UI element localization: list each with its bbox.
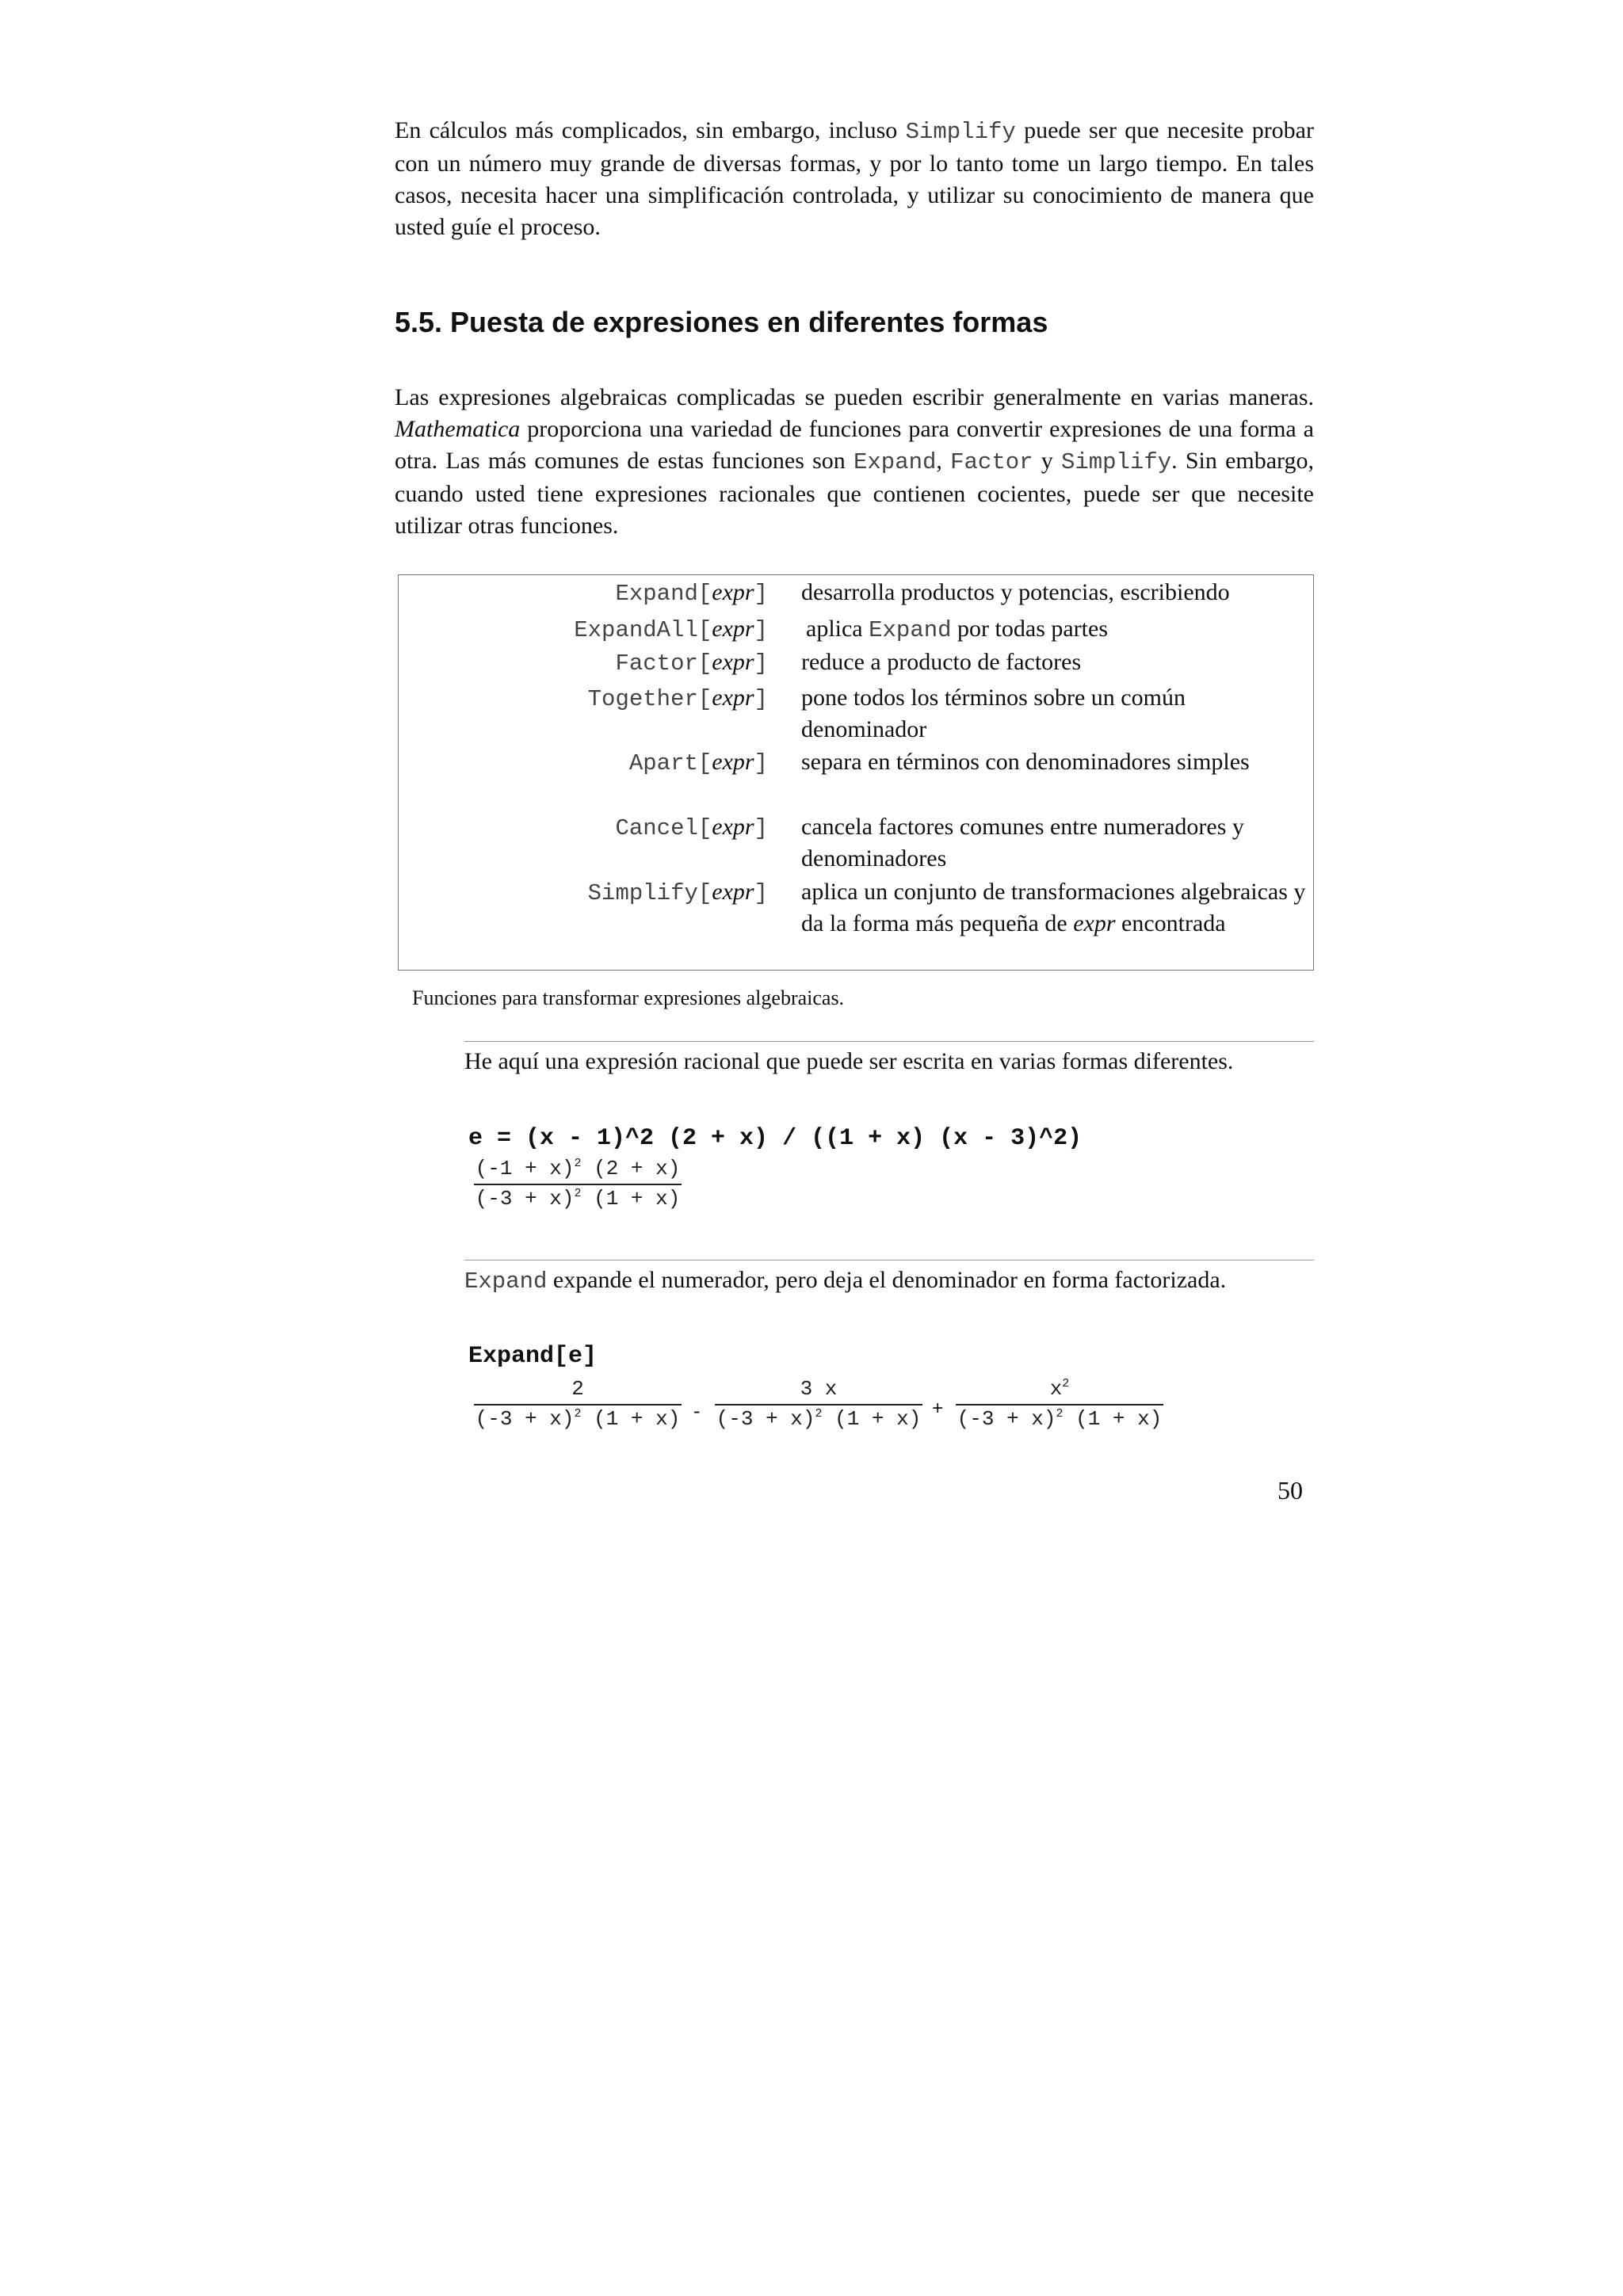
page-number: 50 (1277, 1476, 1303, 1505)
divider (464, 1041, 1314, 1042)
section-paragraph (395, 382, 1314, 542)
numerator: 3 x (800, 1377, 838, 1401)
function-description: separa en términos con denominadores simples (801, 749, 1250, 775)
function-name: ExpandAll[expr] (574, 616, 768, 643)
fraction-bar (474, 1404, 682, 1405)
input-cell[interactable]: Expand[e] (468, 1343, 598, 1370)
output-term (715, 1377, 922, 1431)
fraction-bar (956, 1404, 1163, 1405)
function-description: aplica un conjunto de transformaciones algebraicas y da la forma más pequeña de expr encontrada (801, 879, 1306, 936)
fraction-bar (715, 1404, 922, 1405)
denominator: $(-3 + x)^2$ (1 + x) (475, 1187, 681, 1211)
inline-code: Expand (853, 449, 937, 475)
divider (464, 1260, 1314, 1261)
section-heading: 5.5. Puesta de expresiones en diferentes formas (395, 306, 1048, 338)
numerator: $x^2$ (1049, 1377, 1070, 1401)
text-run: En cálculos más complicados, sin embargo, incluso (395, 117, 906, 143)
inline-code: Factor (950, 449, 1033, 475)
text-run: . Sin embargo, cuando usted tiene expresiones racionales que contienen cocientes, puede ser que necesite utilizar otras funciones. (395, 448, 1315, 539)
table-caption: Funciones para transformar expresiones algebraicas. (412, 986, 845, 1009)
text-run: Las expresiones algebraicas complicadas se pueden escribir generalmente en varias maneras. (395, 384, 1314, 410)
input-cell[interactable]: e = (x - 1)^2 (2 + x) / ((1 + x) (x - 3)^2) (468, 1125, 1083, 1152)
inline-code: Simplify (1060, 449, 1172, 475)
function-description: pone todos los términos sobre un común denominador (801, 685, 1186, 742)
function-description: aplica Expand por todas partes (806, 616, 1108, 643)
output-fraction (474, 1157, 682, 1211)
text-run: puede ser que necesite probar con un número muy grande de diversas formas, y por lo tanto tome un largo tiempo. En tales casos, necesita hacer una simplificación controlada, y utilizar su conocimiento de manera que usted guíe el proceso. (395, 117, 1314, 240)
numerator: 2 (571, 1377, 584, 1401)
function-name: Cancel[expr] (615, 814, 768, 841)
output-term (474, 1377, 682, 1431)
fraction-bar (474, 1184, 682, 1185)
example-text: Expand expande el numerador, pero deja el denominador en forma factorizada. (464, 1267, 1227, 1295)
function-name: Apart[expr] (628, 749, 768, 776)
plus-operator: + (932, 1399, 944, 1421)
function-name: Factor[expr] (615, 649, 768, 677)
function-description: reduce a producto de factores (801, 649, 1082, 675)
function-name: Simplify[expr] (587, 879, 768, 906)
denominator: $(-3 + x)^2$ (1 + x) (957, 1407, 1163, 1431)
emphasis: Mathematica (395, 416, 521, 442)
example-description (464, 1264, 1314, 1298)
functions-table (398, 574, 1314, 971)
text-run: y (1033, 448, 1061, 474)
example-description (464, 1046, 1314, 1077)
numerator: $(-1 + x)^2$ (2 + x) (475, 1157, 681, 1180)
function-name: Expand[expr] (615, 579, 768, 607)
function-description: desarrolla productos y potencias, escribiendo (801, 579, 1230, 605)
text-run: proporciona una variedad de funciones para convertir expresiones de una forma a otra. Las más comunes de estas funciones son (395, 416, 1314, 474)
denominator: $(-3 + x)^2$ (1 + x) (475, 1407, 681, 1431)
intro-paragraph (395, 115, 1314, 243)
inline-code: Simplify (905, 119, 1016, 145)
minus-operator: - (691, 1402, 703, 1424)
example-text: He aquí una expresión racional que puede ser escrita en varias formas diferentes. (464, 1048, 1234, 1074)
text-run: , (936, 448, 951, 474)
function-name: Together[expr] (587, 685, 768, 712)
output-term (956, 1377, 1163, 1431)
function-description: cancela factores comunes entre numeradores y denominadores (801, 814, 1244, 871)
denominator: $(-3 + x)^2$ (1 + x) (716, 1407, 922, 1431)
